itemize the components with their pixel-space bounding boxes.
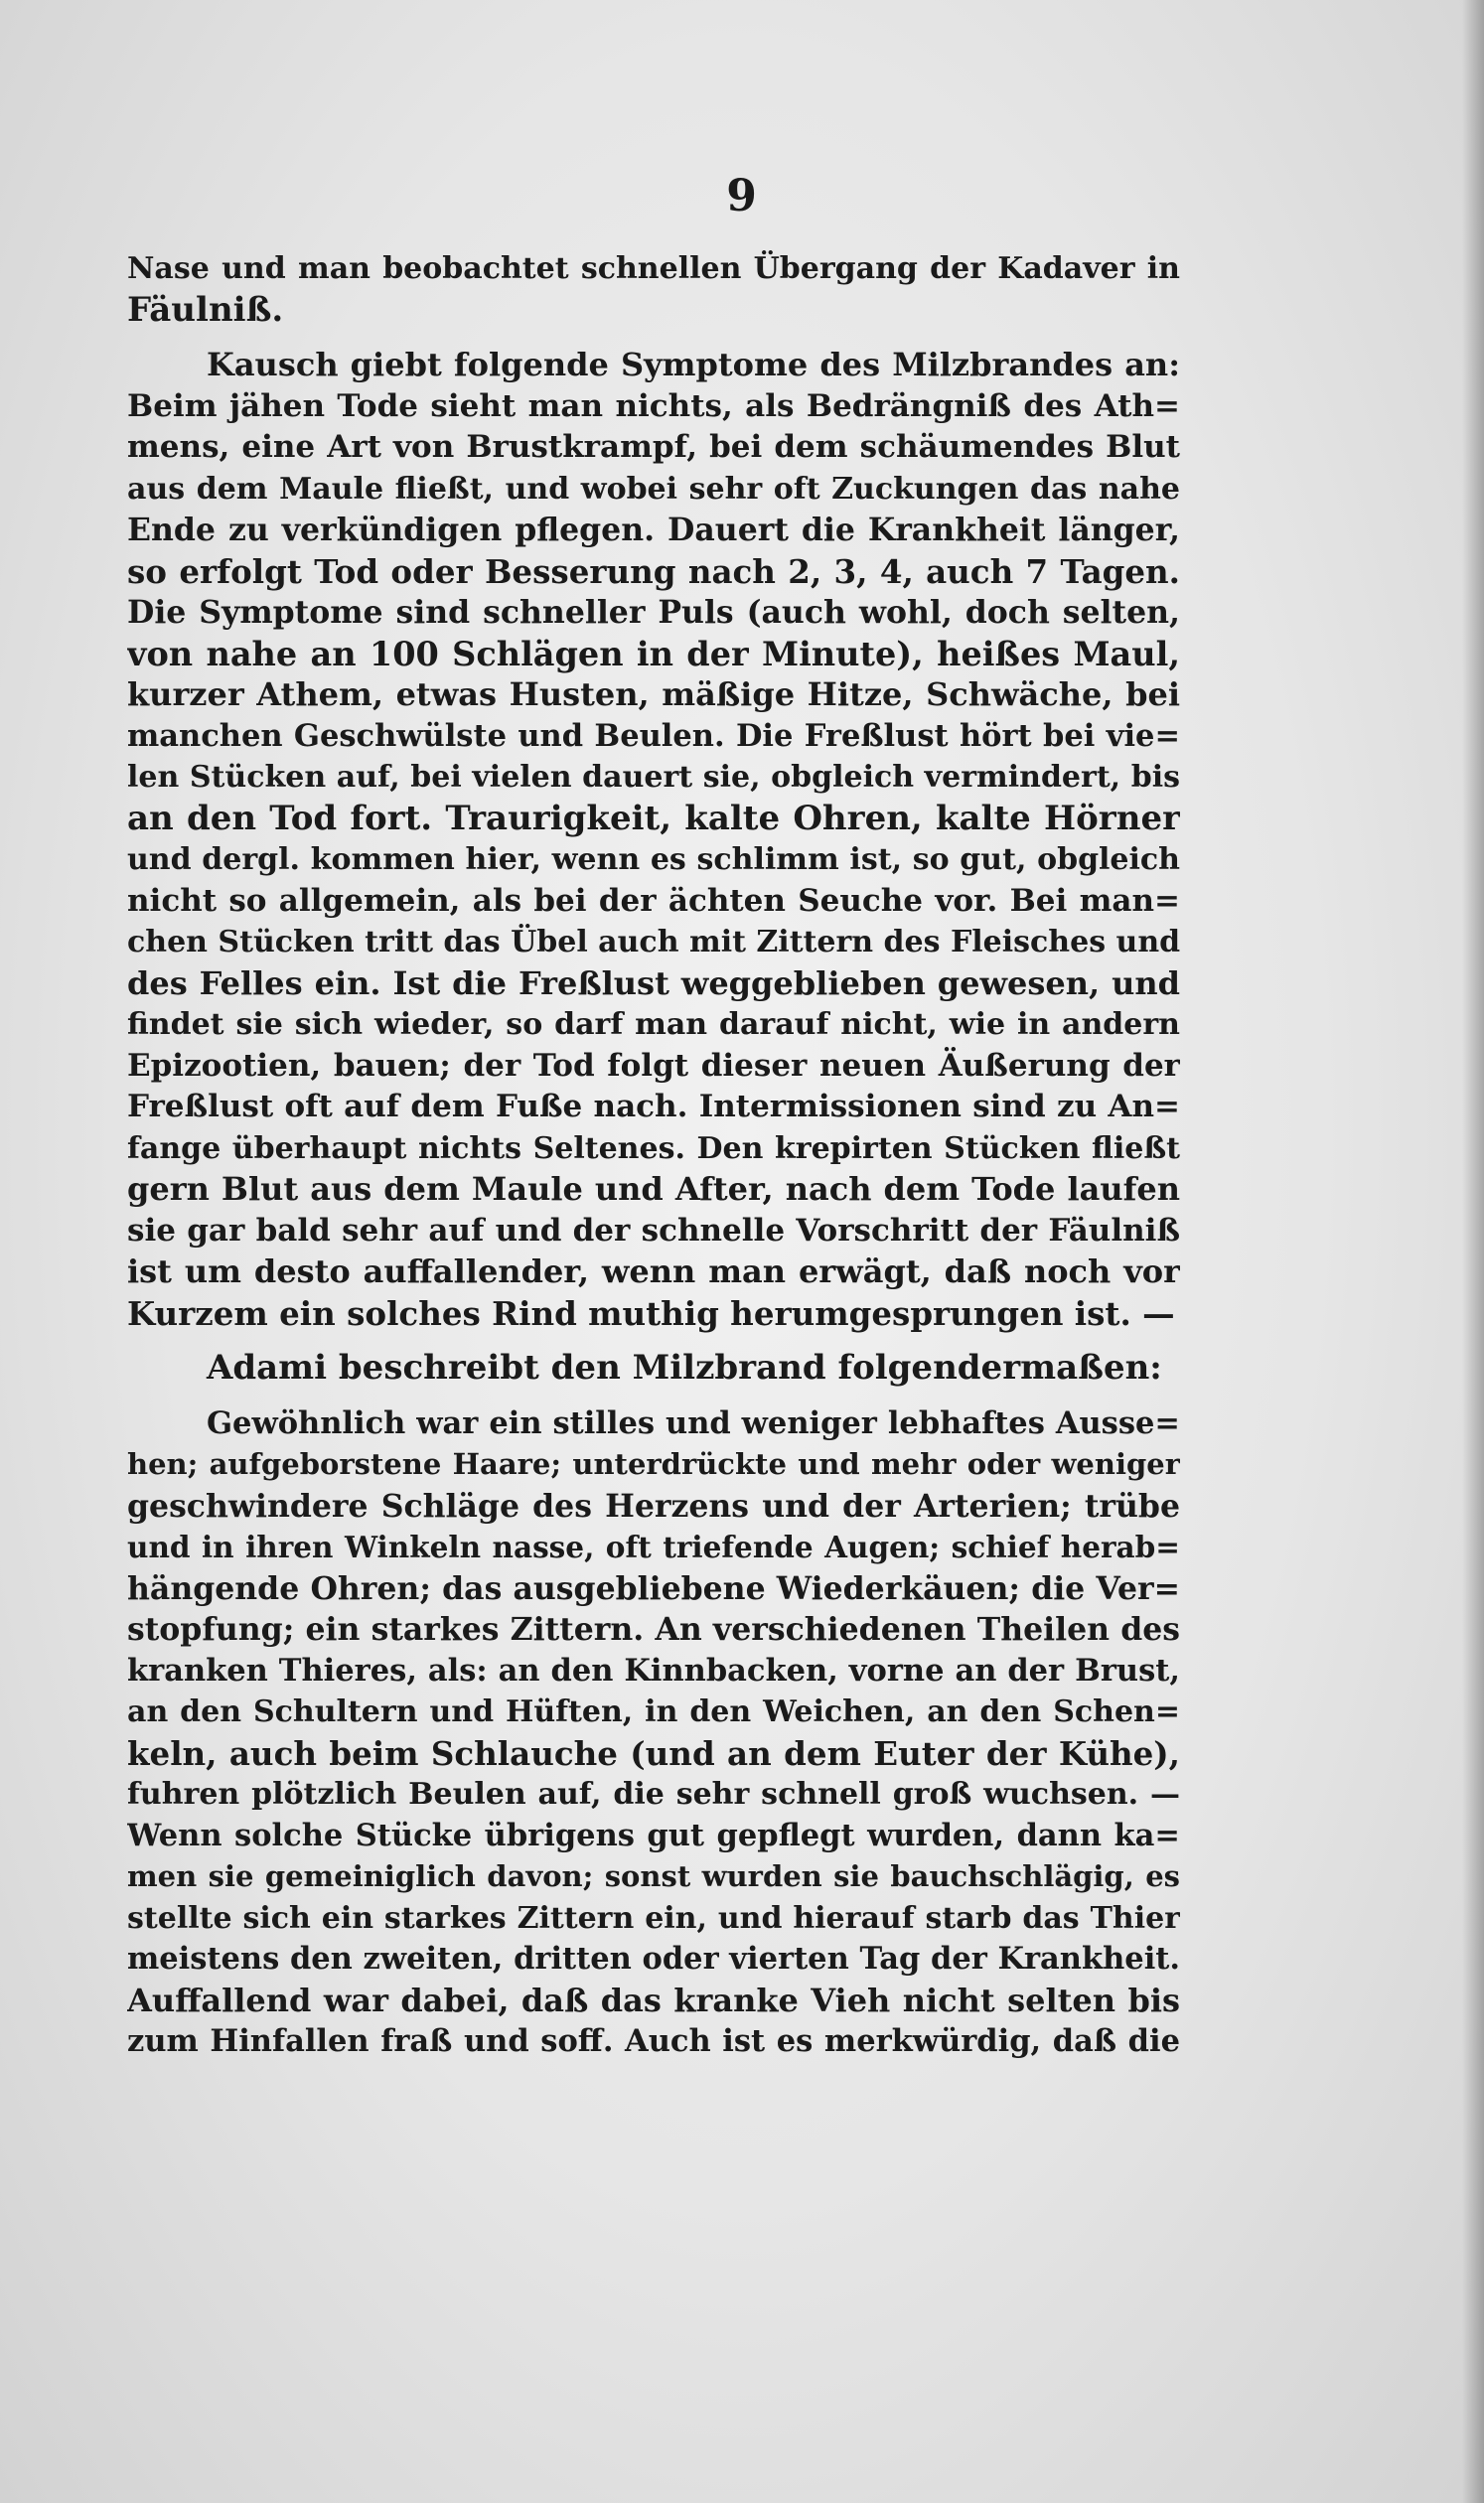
text-line: ist um desto auffallender, wenn man erwägt, daß noch vor — [127, 1252, 1180, 1290]
page-edge-shadow — [1462, 0, 1484, 2503]
text-line: Kurzem ein solches Rind muthig herumgesprungen ist. — — [127, 1293, 1175, 1333]
text-line: manchen Geschwülste und Beulen. Die Freßlust hört bei vie= — [127, 717, 1180, 754]
text-line: Nase und man beobachtet schnellen Übergang der Kadaver in — [127, 251, 1180, 286]
text-line: findet sie sich wieder, so darf man darauf nicht, wie in andern — [127, 1007, 1180, 1042]
text-line: nicht so allgemein, als bei der ächten Seuche vor. Bei man= — [127, 882, 1180, 919]
text-line: so erfolgt Tod oder Besserung nach 2, 3, 4, auch 7 Tagen. — [127, 551, 1180, 591]
text-line: Beim jähen Tode sieht man nichts, als Bedrängniß des Ath= — [127, 387, 1180, 424]
text-line: und dergl. kommen hier, wenn es schlimm ist, so gut, obgleich — [127, 842, 1180, 877]
text-line: chen Stücken tritt das Übel auch mit Zittern des Fleisches und — [127, 925, 1180, 959]
paragraph-gap — [127, 331, 1180, 345]
text-line: Auffallend war dabei, daß das kranke Vieh nicht selten bis — [127, 1981, 1180, 2019]
text-line: gern Blut aus dem Maule und After, nach dem Tode laufen — [127, 1170, 1180, 1208]
text-line: len Stücken auf, bei vielen dauert sie, obgleich vermindert, bis — [127, 760, 1180, 795]
text-line: an den Schultern und Hüften, in den Weichen, an den Schen= — [127, 1694, 1180, 1729]
text-line: Freßlust oft auf dem Fuße nach. Intermissionen sind zu An= — [127, 1089, 1180, 1124]
text-line: sie gar bald sehr auf und der schnelle Vorschritt der Fäulniß — [127, 1212, 1180, 1249]
text-line: kranken Thieres, als: an den Kinnbacken, vorne an der Brust, — [127, 1652, 1180, 1689]
text-line: men sie gemeiniglich davon; sonst wurden sie bauchschlägig, es — [127, 1859, 1180, 1893]
text-line: stopfung; ein starkes Zittern. An verschiedenen Theilen des — [127, 1611, 1180, 1648]
text-line: hen; aufgeborstene Haare; unterdrückte und mehr oder weniger — [127, 1447, 1180, 1481]
text-line: Ende zu verkündigen pflegen. Dauert die Krankheit länger, — [127, 512, 1180, 548]
text-line: Wenn solche Stücke übrigens gut gepflegt wurden, dann ka= — [127, 1817, 1180, 1853]
text-line: und in ihren Winkeln nasse, oft triefende Augen; schief herab= — [127, 1530, 1180, 1564]
text-line: Epizootien, bauen; der Tod folgt dieser neuen Äußerung der — [127, 1047, 1180, 1084]
text-line: Adami beschreibt den Milzbrand folgendermaßen: — [207, 1348, 1162, 1388]
text-line: Fäulniß. — [127, 289, 284, 330]
text-line: Gewöhnlich war ein stilles und weniger lebhaftes Ausse= — [207, 1404, 1180, 1441]
text-line: an den Tod fort. Traurigkeit, kalte Ohren, kalte Hörner — [127, 798, 1180, 838]
text-line: fuhren plötzlich Beulen auf, die sehr schnell groß wuchsen. — — [127, 1777, 1180, 1812]
text-line: hängende Ohren; das ausgebliebene Wiederkäuen; die Ver= — [127, 1569, 1180, 1607]
text-line: keln, auch beim Schlauche (und an dem Euter der Kühe), — [127, 1733, 1180, 1773]
text-line: meistens den zweiten, dritten oder vierten Tag der Krankheit. — [127, 1941, 1180, 1977]
page-number: 9 — [726, 171, 758, 221]
paragraph-gap — [127, 1390, 1180, 1403]
text-line: kurzer Athem, etwas Husten, mäßige Hitze, Schwäche, bei — [127, 675, 1180, 713]
text-line: des Felles ein. Ist die Freßlust weggeblieben gewesen, und — [127, 963, 1180, 1002]
body-text — [127, 248, 1180, 2063]
text-line: Die Symptome sind schneller Puls (auch wohl, doch selten, — [127, 594, 1180, 631]
text-line: von nahe an 100 Schlägen in der Minute), heißes Maul, — [127, 634, 1180, 673]
text-line: stellte sich ein starkes Zittern ein, und hierauf starb das Thier — [127, 1900, 1180, 1936]
text-line: zum Hinfallen fraß und soff. Auch ist es merkwürdig, daß die — [127, 2023, 1180, 2059]
text-line: fange überhaupt nichts Seltenes. Den krepirten Stücken fließt — [127, 1130, 1180, 1166]
text-line: mens, eine Art von Brustkrampf, bei dem schäumendes Blut — [127, 429, 1180, 465]
text-line: geschwindere Schläge des Herzens und der Arterien; trübe — [127, 1487, 1180, 1525]
text-line: Kausch giebt folgende Symptome des Milzbrandes an: — [207, 346, 1180, 383]
paragraph-gap — [127, 1334, 1180, 1348]
text-line: aus dem Maule fließt, und wobei sehr oft Zuckungen das nahe — [127, 471, 1180, 507]
